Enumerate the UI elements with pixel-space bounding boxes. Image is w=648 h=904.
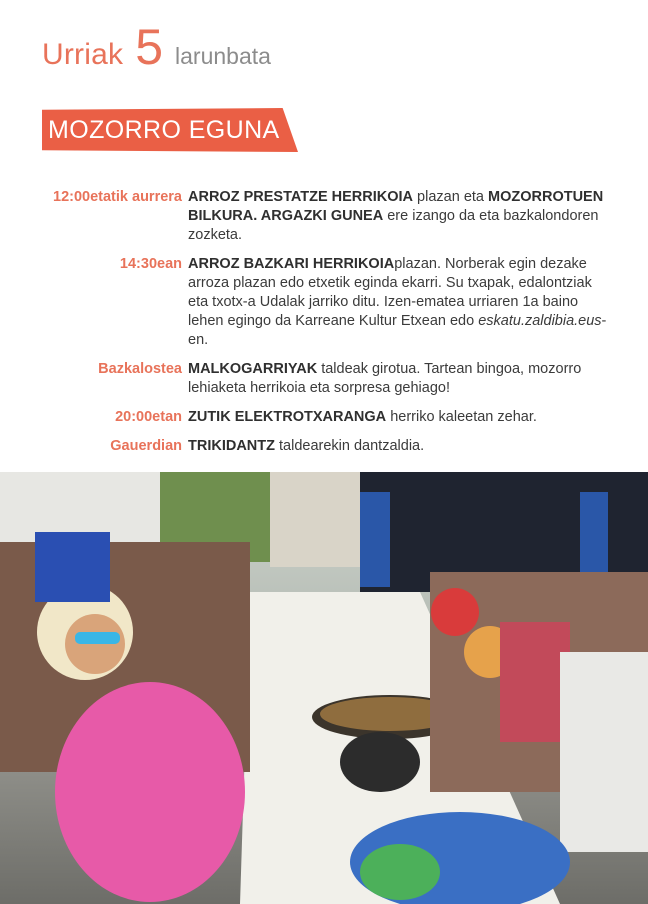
stage-banner-blue [360,492,390,587]
green-accent [360,844,440,900]
event-text: ere izango da eta bazkalondoren zozketa. [188,208,599,243]
person-pink-dress [55,682,245,902]
event-name: TRIKIDANTZ [188,438,275,454]
event-text: -en. [188,313,607,348]
schedule-description [188,408,608,427]
schedule-description [188,360,608,398]
schedule-row [0,437,648,456]
event-name: MOZORROTUEN BILKURA. ARGAZKI GUNEA [188,189,604,224]
event-name: ARROZ PRESTATZE HERRIKOIA [188,189,414,205]
building [270,472,360,567]
event-text: plazan. Norberak egin dezake arroza plazan edo etxetik eginda ekarri. Su txapak, edalontziak eta txotx-a Udalak jarriko ditu. Izen-ematea urriaren 1a baino lehen egingo da Karreane Kultur Etxean edo [188,256,592,329]
day-number: 5 [135,19,164,75]
schedule-row [0,408,648,427]
weekday-label: larunbata [175,43,271,69]
sunglasses [75,632,120,644]
girl-costume [500,622,570,742]
event-name: ARROZ BAZKARI HERRIKOIA [188,256,395,272]
schedule-time: 14:30ean [119,256,182,272]
schedule-time: 20:00etan [115,409,182,425]
schedule-time: Bazkalostea [98,361,182,377]
schedule-time: 12:00etatik aurrera [53,189,182,205]
schedule-description [188,437,608,456]
event-text: herriko kaleetan zehar. [386,409,537,425]
schedule-row [0,188,648,245]
red-fan [431,588,479,636]
banner-title: MOZORRO EGUNA [48,116,280,144]
tent-left [0,472,160,542]
superman-costume [35,532,110,602]
schedule-row [0,360,648,398]
schedule-list [0,188,648,466]
event-banner [42,108,298,152]
photo-illustration [0,472,648,904]
festival-photo [0,472,648,904]
event-link-text: eskatu.zaldibia.eus [478,313,602,329]
event-text: taldearekin dantzaldia. [275,438,425,454]
event-text: taldeak girotua. Tartean bingoa, mozorro lehiaketa herrikoia eta sorpresa gehiago! [188,361,582,396]
event-name: MALKOGARRIYAK [188,361,318,377]
schedule-row [0,255,648,350]
event-text: plazan eta [413,189,489,205]
month-label: Urriak [42,38,124,71]
schedule-description [188,255,608,350]
cooking-pot [340,732,420,792]
schedule-description [188,188,608,245]
schedule-time: Gauerdian [110,438,182,454]
white-chairs [560,652,648,852]
date-header [42,19,271,82]
event-name: ZUTIK ELEKTROTXARANGA [188,409,387,425]
